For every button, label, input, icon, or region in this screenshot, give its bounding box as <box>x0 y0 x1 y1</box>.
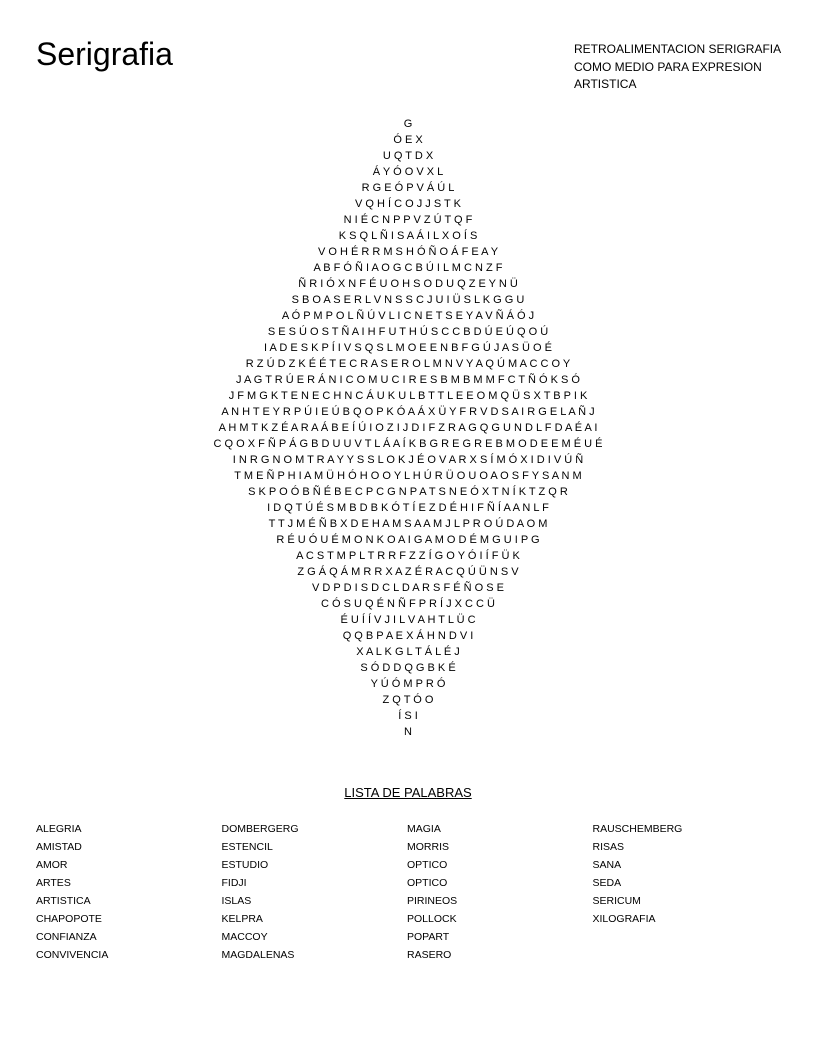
word-item: OPTICO <box>407 859 448 871</box>
word-item: CONFIANZA <box>36 931 97 943</box>
word-list <box>36 820 796 964</box>
word-item: FIDJI <box>221 877 247 889</box>
grid-row: Ñ R I Ó X N F É U O H S O D U Q Z E Y N Ü <box>298 278 518 290</box>
grid-row: T T J M É Ñ B X D E H A M S A A M J L P R O Ú D A O M <box>268 518 548 530</box>
grid-row: Z G Á Q Á M R R X A Z É R A C Q Ú Ü N S V <box>297 566 519 578</box>
word-item: SEDA <box>592 877 622 889</box>
word-column <box>407 820 593 964</box>
word-item: OPTICO <box>407 877 448 889</box>
word-item: CHAPOPOTE <box>36 913 102 925</box>
word-item: POLLOCK <box>407 913 457 925</box>
grid-row: S K P O Ó B Ñ É B E C P C G N P A T S N E Ó X T N Í K T Z Q R <box>248 486 568 498</box>
word-column <box>36 820 222 964</box>
grid-row: A Ó P M P O L Ñ Ú V L I C N E T S E Y A V Ñ Á Ó J <box>281 310 535 322</box>
word-item: PIRINEOS <box>407 895 458 907</box>
word-item: RISAS <box>592 841 625 853</box>
grid-row: A H M T K Z É A R A Á B E Í Ú I O Z I J D I F Z R A G Q G U N D L F D A É A I <box>218 422 598 434</box>
grid-row: N <box>404 726 412 738</box>
word-search-grid <box>0 116 816 740</box>
grid-row: R Z Ú D Z K É É T E C R A S E R O L M N V Y A Q Ú M A C C O Y <box>245 358 571 370</box>
word-item: MACCOY <box>221 931 268 943</box>
grid-row: Q Q B P A E X Á H N D V I <box>342 630 474 642</box>
grid-row: V O H É R R M S H Ó Ñ O Á F E A Y <box>317 246 499 258</box>
grid-row: A N H T E Y R P Ú I E Ú B Q O P K Ó A Á X Ü Y F R V D S A I R G E L A Ñ J <box>221 406 595 418</box>
word-item: DOMBERGERG <box>221 823 299 835</box>
grid-row: J F M G K T E N E C H N C Á U K U L B T T L E E O M Q Ü S X T B P I K <box>228 390 588 402</box>
word-item: ESTUDIO <box>221 859 269 871</box>
grid-row: C Q O X F Ñ P Á G B D U U V T L Á A Í K B G R E G R E B M O D E E M É U É <box>213 438 603 450</box>
word-item: SANA <box>592 859 622 871</box>
grid-row: R G E Ó P V Á Ú L <box>361 182 455 194</box>
grid-row: S E S Ú O S T Ñ A I H F U T H Ú S C C B D Ú E Ú Q O Ú <box>267 326 549 338</box>
page-subtitle: RETROALIMENTACION SERIGRAFIA COMO MEDIO PARA EXPRESION ARTISTICA <box>574 42 782 91</box>
word-item: CONVIVENCIA <box>36 949 109 961</box>
grid-row: U Q T D X <box>382 150 434 162</box>
word-column <box>593 820 779 964</box>
word-item: KELPRA <box>221 913 263 925</box>
grid-row: É U Í Í V J I L V A H T L Ü C <box>340 614 476 626</box>
word-list-heading: LISTA DE PALABRAS <box>344 785 472 800</box>
grid-row: G <box>403 118 413 130</box>
grid-row: C Ó S U Q É N Ñ F P R Í J X C C Ü <box>321 598 495 610</box>
grid-row: Í S I <box>398 710 418 722</box>
grid-row: S B O A S E R L V N S S C J U I Ü S L K G G U <box>291 294 525 306</box>
word-item: ESTENCIL <box>221 841 273 853</box>
grid-row: X A L K G L T Á L É J <box>356 646 460 658</box>
page-title: Serigrafia <box>36 36 173 72</box>
grid-row: K S Q L Ñ I S A Á I L X O Í S <box>338 230 478 242</box>
word-item: ALEGRIA <box>36 823 82 835</box>
grid-row: T M E Ñ P H I A M Ü H Ó H O O Y L H Ú R Ü O U O A O S F Y S A N M <box>234 470 582 482</box>
grid-row: I D Q T Ú É S M B D B K Ó T Í E Z D É H I F Ñ Í A A N L F <box>267 502 549 514</box>
word-item: SERICUM <box>592 895 641 907</box>
word-item: MAGIA <box>407 823 441 835</box>
grid-row: A C S T M P L T R R F Z Z Í G O Y Ó I Í F Ü K <box>296 550 520 562</box>
word-item: XILOGRAFIA <box>592 913 656 925</box>
word-item: ISLAS <box>221 895 252 907</box>
grid-row: Z Q T Ó O <box>382 694 434 706</box>
word-item: RASERO <box>407 949 452 961</box>
grid-row: I N R G N O M T R A Y Y S S L O K J É O V A R X S Í M Ó X I D I V Ú Ñ <box>232 454 584 466</box>
grid-row: I A D E S K P Í I V S Q S L M O E E N B F G Ú J A S Ü O É <box>264 342 552 354</box>
grid-row: A B F Ó Ñ I A O G C B Ú I L M C N Z F <box>313 262 503 274</box>
grid-row: R É U Ó U É M O N K O A I G A M O D É M G U I P G <box>276 534 540 546</box>
word-item: AMOR <box>36 859 68 871</box>
word-column <box>222 820 408 964</box>
grid-row: N I É C N P P V Z Ú T Q F <box>343 214 473 226</box>
word-item: MAGDALENAS <box>221 949 295 961</box>
grid-row: Y Ú Ó M P R Ó <box>370 678 446 690</box>
grid-row: V D P D I S D C L D A R S F É Ñ O S E <box>312 582 504 594</box>
grid-row: Ó E X <box>393 134 423 146</box>
word-item: POPART <box>407 931 450 943</box>
grid-row: J A G T R Ú E R Á N I C O M U C I R E S B M B M M F C T Ñ Ó K S Ó <box>236 374 580 386</box>
word-item: RAUSCHEMBERG <box>592 823 683 835</box>
grid-row: Á Y Ó O V X L <box>372 166 444 178</box>
word-item: ARTISTICA <box>36 895 91 907</box>
word-item: MORRIS <box>407 841 449 853</box>
word-item: ARTES <box>36 877 71 889</box>
grid-row: S Ó D D Q G B K É <box>360 662 456 674</box>
grid-row: V Q H Í C O J J S T K <box>355 198 461 210</box>
word-item: AMISTAD <box>36 841 82 853</box>
